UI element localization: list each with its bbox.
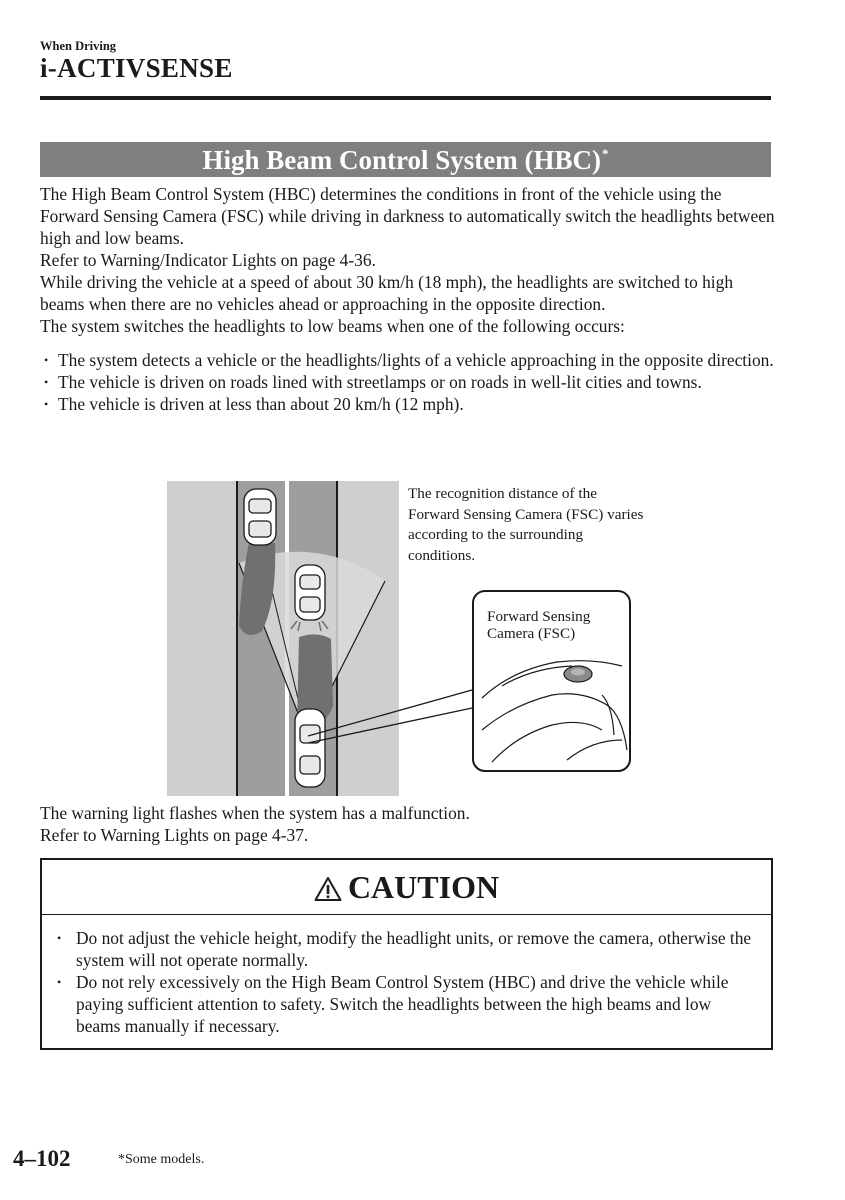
malfunction-reference: Refer to Warning Lights on page 4-37. (40, 825, 309, 845)
caution-box (40, 858, 773, 1050)
malfunction-text: The warning light flashes when the system has a malfunction. (40, 803, 470, 823)
low-beam-lead: The system switches the headlights to low beams when one of the following occurs: (40, 316, 625, 336)
caution-header (42, 860, 771, 915)
road-diagram (167, 481, 399, 796)
header-rule (40, 96, 771, 100)
section-banner (40, 142, 771, 177)
list-item: • Do not adjust the vehicle height, modify the headlight units, or remove the camera, otherwise the system will not operate normally. (76, 927, 759, 971)
list-item: • The vehicle is driven on roads lined with streetlamps or on roads in well-lit cities and towns. (40, 371, 780, 393)
caution-list (42, 927, 771, 1037)
speed-paragraph: While driving the vehicle at a speed of about 30 km/h (18 mph), the headlights are switched to high beams when there are no vehicles ahead or approaching in the opposite direction. (40, 272, 734, 314)
page-number: 4–102 (13, 1146, 71, 1171)
section-label: When Driving (40, 39, 117, 53)
leading-car (295, 565, 325, 620)
section-title: High Beam Control System (HBC) (202, 145, 601, 175)
inset-label: Forward Sensing Camera (FSC) (487, 608, 591, 642)
intro-paragraph: The High Beam Control System (HBC) determines the conditions in front of the vehicle using the Forward Sensing Camera (FSC) while driving in darkness to automatically switch the headlights between high and low beams. (40, 184, 775, 248)
list-item: • The vehicle is driven at less than about 20 km/h (12 mph). (40, 393, 780, 415)
footnote: *Some models. (118, 1152, 205, 1167)
warning-triangle-icon (314, 876, 342, 902)
caution-title: CAUTION (347, 869, 500, 905)
own-car (295, 709, 325, 787)
list-item: • Do not rely excessively on the High Beam Control System (HBC) and drive the vehicle while paying sufficient attention to safety. Switch the headlights between the high beams and low beams manually if necessary. (76, 971, 759, 1037)
list-item: • The system detects a vehicle or the headlights/lights of a vehicle approaching in the opposite direction. (40, 349, 780, 371)
figure-annotation: The recognition distance of the Forward Sensing Camera (FSC) varies according to the surrounding conditions. (408, 485, 644, 564)
intro-reference: Refer to Warning/Indicator Lights on page 4-36. (40, 250, 376, 270)
chapter-title: i-ACTIVSENSE (40, 53, 233, 83)
oncoming-car (244, 489, 276, 545)
some-models-marker: * (602, 146, 609, 161)
condition-list (40, 349, 780, 415)
